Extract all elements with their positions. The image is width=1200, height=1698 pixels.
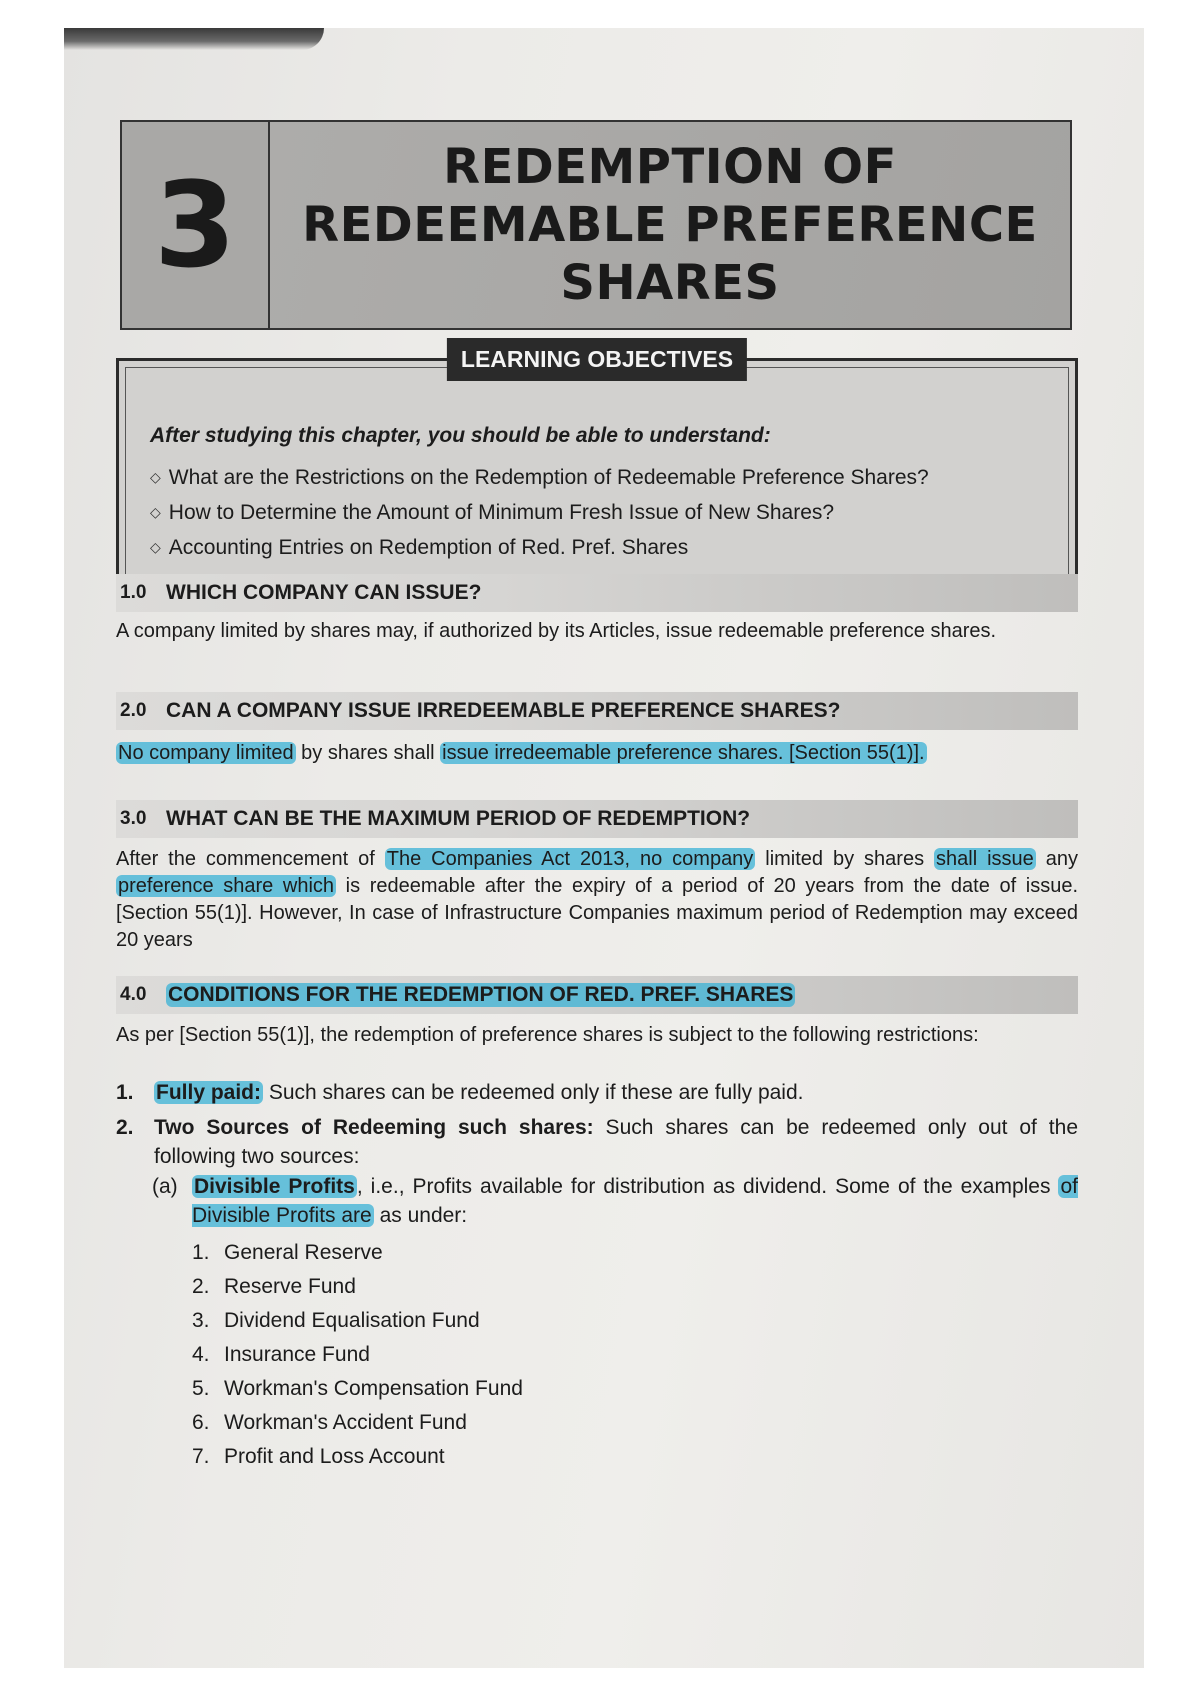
list-number: 7. <box>192 1445 210 1468</box>
learning-objectives-box <box>116 346 1078 590</box>
sub-item-text <box>192 1172 1078 1230</box>
list-item <box>192 1372 523 1406</box>
list-label: Reserve Fund <box>224 1275 356 1298</box>
section-title: WHAT CAN BE THE MAXIMUM PERIOD OF REDEMPTION? <box>166 807 751 830</box>
list-label: General Reserve <box>224 1241 383 1264</box>
list-number: 3. <box>192 1309 210 1332</box>
list-item <box>192 1304 523 1338</box>
list-label: Dividend Equalisation Fund <box>224 1309 480 1332</box>
section-title: CAN A COMPANY ISSUE IRREDEEMABLE PREFERENCE SHARES? <box>166 699 841 722</box>
objective-item <box>150 530 929 565</box>
section-number: 2.0 <box>120 700 147 721</box>
list-label: Insurance Fund <box>224 1343 370 1366</box>
chapter-number-box <box>122 122 270 328</box>
chapter-number: 3 <box>153 156 237 294</box>
highlighted-text: of Divisible Profits are <box>192 1175 1078 1227</box>
diamond-bullet-icon: ◇ <box>150 504 161 520</box>
learning-objectives-inner <box>125 346 1069 581</box>
list-item <box>192 1270 523 1304</box>
paragraph-text: limited by shares <box>755 848 935 870</box>
restriction-number: 2. <box>116 1116 134 1139</box>
list-number: 1. <box>192 1241 210 1264</box>
list-item <box>192 1440 523 1474</box>
section-2-paragraph <box>116 740 1078 767</box>
section-1-paragraph: A company limited by shares may, if authorized by its Articles, issue redeemable preference shares. <box>116 620 997 642</box>
chapter-title-line-1: REDEMPTION OF <box>443 139 897 195</box>
list-label: Profit and Loss Account <box>224 1445 445 1468</box>
highlighted-text: shall issue <box>936 848 1034 870</box>
objective-item <box>150 460 929 495</box>
chapter-title <box>270 122 1070 328</box>
section-number: 4.0 <box>120 984 147 1005</box>
highlighted-text: No company limited <box>118 742 294 764</box>
list-label: Workman's Accident Fund <box>224 1411 467 1434</box>
list-number: 6. <box>192 1411 210 1434</box>
restriction-description: Such shares can be redeemed only out of the following two sources: <box>154 1116 1079 1168</box>
objective-text: How to Determine the Amount of Minimum Fresh Issue of New Shares? <box>168 501 835 524</box>
list-number: 5. <box>192 1377 210 1400</box>
objective-text: Accounting Entries on Redemption of Red. Pref. Shares <box>168 536 689 559</box>
highlighted-text: preference share which <box>118 875 335 897</box>
list-item <box>192 1406 523 1440</box>
section-4-intro: As per [Section 55(1)], the redemption of preference shares is subject to the following restrictions: <box>116 1024 979 1046</box>
section-title: CONDITIONS FOR THE REDEMPTION OF RED. PREF. SHARES <box>168 983 794 1006</box>
section-heading-3 <box>116 800 1078 838</box>
restriction-text <box>154 1113 1078 1171</box>
list-item <box>192 1338 523 1372</box>
list-number: 4. <box>192 1343 210 1366</box>
objective-text: What are the Restrictions on the Redemption of Redeemable Preference Shares? <box>168 466 929 489</box>
restriction-number: 1. <box>116 1081 134 1104</box>
diamond-bullet-icon: ◇ <box>150 539 161 555</box>
paragraph-text: After the commencement of <box>116 848 385 870</box>
restriction-item <box>116 1078 1078 1107</box>
highlighted-text: issue irredeemable preference shares. [Section 55(1)]. <box>442 742 925 764</box>
restriction-description: Such shares can be redeemed only if these are fully paid. <box>263 1081 804 1104</box>
restriction-term: Two Sources of Redeeming such shares: <box>154 1116 594 1139</box>
sub-item-label: (a) <box>152 1175 178 1198</box>
learning-objectives-intro: After studying this chapter, you should be able to understand: <box>150 424 771 447</box>
chapter-title-line-2: REDEEMABLE PREFERENCE <box>302 197 1038 253</box>
highlighted-text: The Companies Act 2013, no company <box>386 848 754 870</box>
divisible-profits-item <box>152 1172 1078 1230</box>
section-3-paragraph <box>116 846 1078 954</box>
section-title: WHICH COMPANY CAN ISSUE? <box>166 581 482 604</box>
book-page <box>64 28 1144 1668</box>
paragraph-text: by shares shall <box>295 742 441 764</box>
list-item <box>192 1236 523 1270</box>
sub-item-description: as under: <box>373 1204 468 1227</box>
restriction-text <box>154 1078 1078 1107</box>
section-heading-4 <box>116 976 1078 1014</box>
list-number: 2. <box>192 1275 210 1298</box>
divisible-profits-list <box>192 1236 523 1474</box>
sub-item-description: , i.e., Profits available for distribution as dividend. Some of the examples <box>356 1175 1059 1198</box>
objective-item <box>150 495 929 530</box>
restriction-item <box>116 1113 1078 1171</box>
paragraph-text: is redeemable after the expiry of a period of 20 years from the date of issue. [Section 55(1)]. However, In case of Infrastructure Companies maximum period of Redemption may exceed 20 years <box>116 875 1079 951</box>
paragraph-text: any <box>1035 848 1078 870</box>
chapter-header <box>120 120 1072 330</box>
chapter-title-line-3: SHARES <box>560 255 780 311</box>
section-number: 3.0 <box>120 808 147 829</box>
section-heading-1 <box>116 574 1078 612</box>
diamond-bullet-icon: ◇ <box>150 469 161 485</box>
restrictions-list <box>116 1078 1078 1177</box>
sub-item-term: Divisible Profits <box>194 1175 355 1198</box>
section-heading-2 <box>116 692 1078 730</box>
learning-objectives-list <box>150 460 929 565</box>
learning-objectives-heading: LEARNING OBJECTIVES <box>447 338 747 381</box>
list-label: Workman's Compensation Fund <box>224 1377 523 1400</box>
restriction-term: Fully paid: <box>156 1081 261 1104</box>
section-number: 1.0 <box>120 582 147 603</box>
